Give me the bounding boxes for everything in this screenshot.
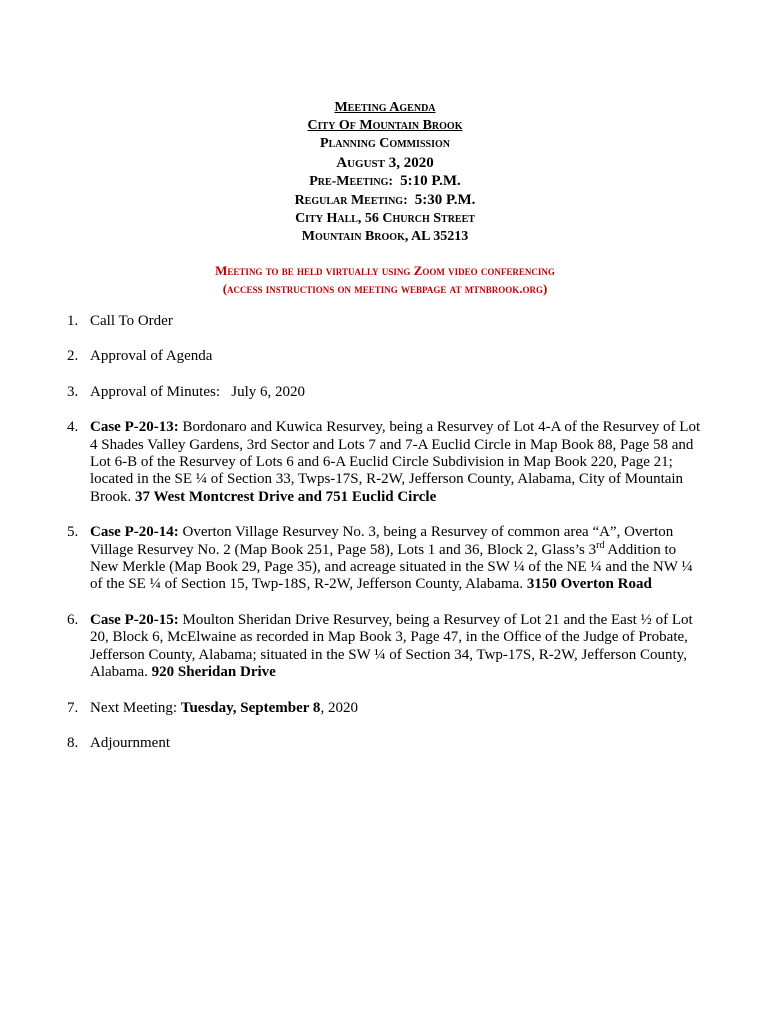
notice-line-2: (access instructions on meeting webpage at mtnbrook.org) bbox=[222, 281, 548, 296]
item-number: 8. bbox=[67, 734, 79, 751]
header-regular-meeting bbox=[0, 191, 770, 210]
regular-meeting-label: Regular Meeting: bbox=[294, 193, 408, 209]
case-description: Moulton Sheridan Drive Resurvey, being a Resurvey of Lot 21 and the East ½ of Lot 20, Block 6, McElwaine as recorded in Map Book 3, Page 47, in the Office of the Judge of Probate, Jefferson County, Alabama; situated in the SW ¼ of Section 34, Twp-17S, R-2W, Jefferson County, Alabama. bbox=[90, 611, 693, 681]
case-number: Case P-20-13: bbox=[90, 419, 179, 436]
agenda-item-approval-agenda bbox=[67, 348, 707, 365]
case-description: Bordonaro and Kuwica Resurvey, being a Resurvey of Lot 4-A of the Resurvey of Lot 4 Shades Valley Gardens, 3rd Sector and Lots 7 and 7-A Euclid Circle in Map Book 88, Page 58 and Lot 6-B of the Resurvey of Lots 6 and 6-A Euclid Circle Subdivision in Map Book 220, Page 21; located in the SE ¼ of Section 33, Twps-17S, R-2W, Jefferson County, Alabama, City of Mountain Brook. bbox=[90, 419, 701, 505]
virtual-meeting-notice bbox=[0, 262, 770, 298]
pre-meeting-label: Pre-Meeting: bbox=[309, 173, 394, 189]
next-meeting-date: Tuesday, September 8 bbox=[180, 699, 321, 716]
ordinal-superscript: rd bbox=[596, 539, 605, 551]
header-commission: Planning Commission bbox=[320, 136, 450, 152]
case-address: 3150 Overton Road bbox=[526, 576, 652, 593]
header-title: Meeting Agenda bbox=[334, 100, 436, 115]
case-address: 920 Sheridan Drive bbox=[151, 664, 276, 681]
agenda-item-approval-minutes bbox=[67, 384, 707, 401]
item-number: 6. bbox=[67, 611, 79, 628]
item-number: 2. bbox=[67, 348, 79, 365]
item-text: Adjournment bbox=[90, 734, 170, 751]
item-number: 7. bbox=[67, 699, 79, 716]
case-description: Overton Village Resurvey No. 3, being a Resurvey of common area “A”, Overton Village Resurvey No. 2 (Map Book 251, Page 58), Lots 1 and 36, Block 2, Glass’s 3 bbox=[90, 524, 674, 558]
item-number: 5. bbox=[67, 524, 79, 541]
next-meeting-label: Next Meeting: bbox=[90, 699, 181, 716]
agenda-header bbox=[0, 99, 770, 247]
case-address: 37 West Montcrest Drive and 751 Euclid Circle bbox=[135, 488, 437, 505]
header-city-state: Mountain Brook, AL 35213 bbox=[301, 229, 469, 245]
header-city: City Of Mountain Brook bbox=[307, 118, 463, 134]
item-text: Call To Order bbox=[90, 313, 173, 329]
header-date: August 3, 2020 bbox=[336, 154, 434, 171]
item-text: Approval of Minutes: July 6, 2020 bbox=[90, 383, 305, 400]
agenda-list bbox=[67, 313, 707, 770]
next-meeting-year: , 2020 bbox=[320, 699, 358, 716]
item-number: 4. bbox=[67, 419, 79, 436]
agenda-item-case-p-20-15 bbox=[67, 612, 707, 682]
item-text: Approval of Agenda bbox=[90, 348, 213, 365]
case-description-continued: Addition to New Merkle (Map Book 29, Page 35), and acreage situated in the SW ¼ of the NE ¼ and the NW ¼ of the SE ¼ of Section 15, Twp-18S, R-2W, Jefferson County, Alabama. bbox=[90, 541, 693, 593]
header-pre-meeting bbox=[0, 172, 770, 191]
agenda-item-case-p-20-13 bbox=[67, 419, 707, 506]
pre-meeting-time: 5:10 P.M. bbox=[400, 172, 461, 189]
regular-meeting-time: 5:30 P.M. bbox=[414, 192, 476, 209]
agenda-item-adjournment bbox=[67, 735, 707, 752]
case-number: Case P-20-15: bbox=[90, 611, 179, 628]
header-address: City Hall, 56 Church Street bbox=[295, 211, 475, 227]
notice-line-1: Meeting to be held virtually using Zoom video conferencing bbox=[215, 263, 555, 278]
case-number: Case P-20-14: bbox=[90, 524, 179, 541]
agenda-item-next-meeting bbox=[67, 700, 707, 717]
agenda-item-call-to-order bbox=[67, 313, 707, 330]
item-number: 3. bbox=[67, 383, 79, 400]
agenda-item-case-p-20-14 bbox=[67, 524, 707, 594]
item-number: 1. bbox=[67, 313, 79, 329]
